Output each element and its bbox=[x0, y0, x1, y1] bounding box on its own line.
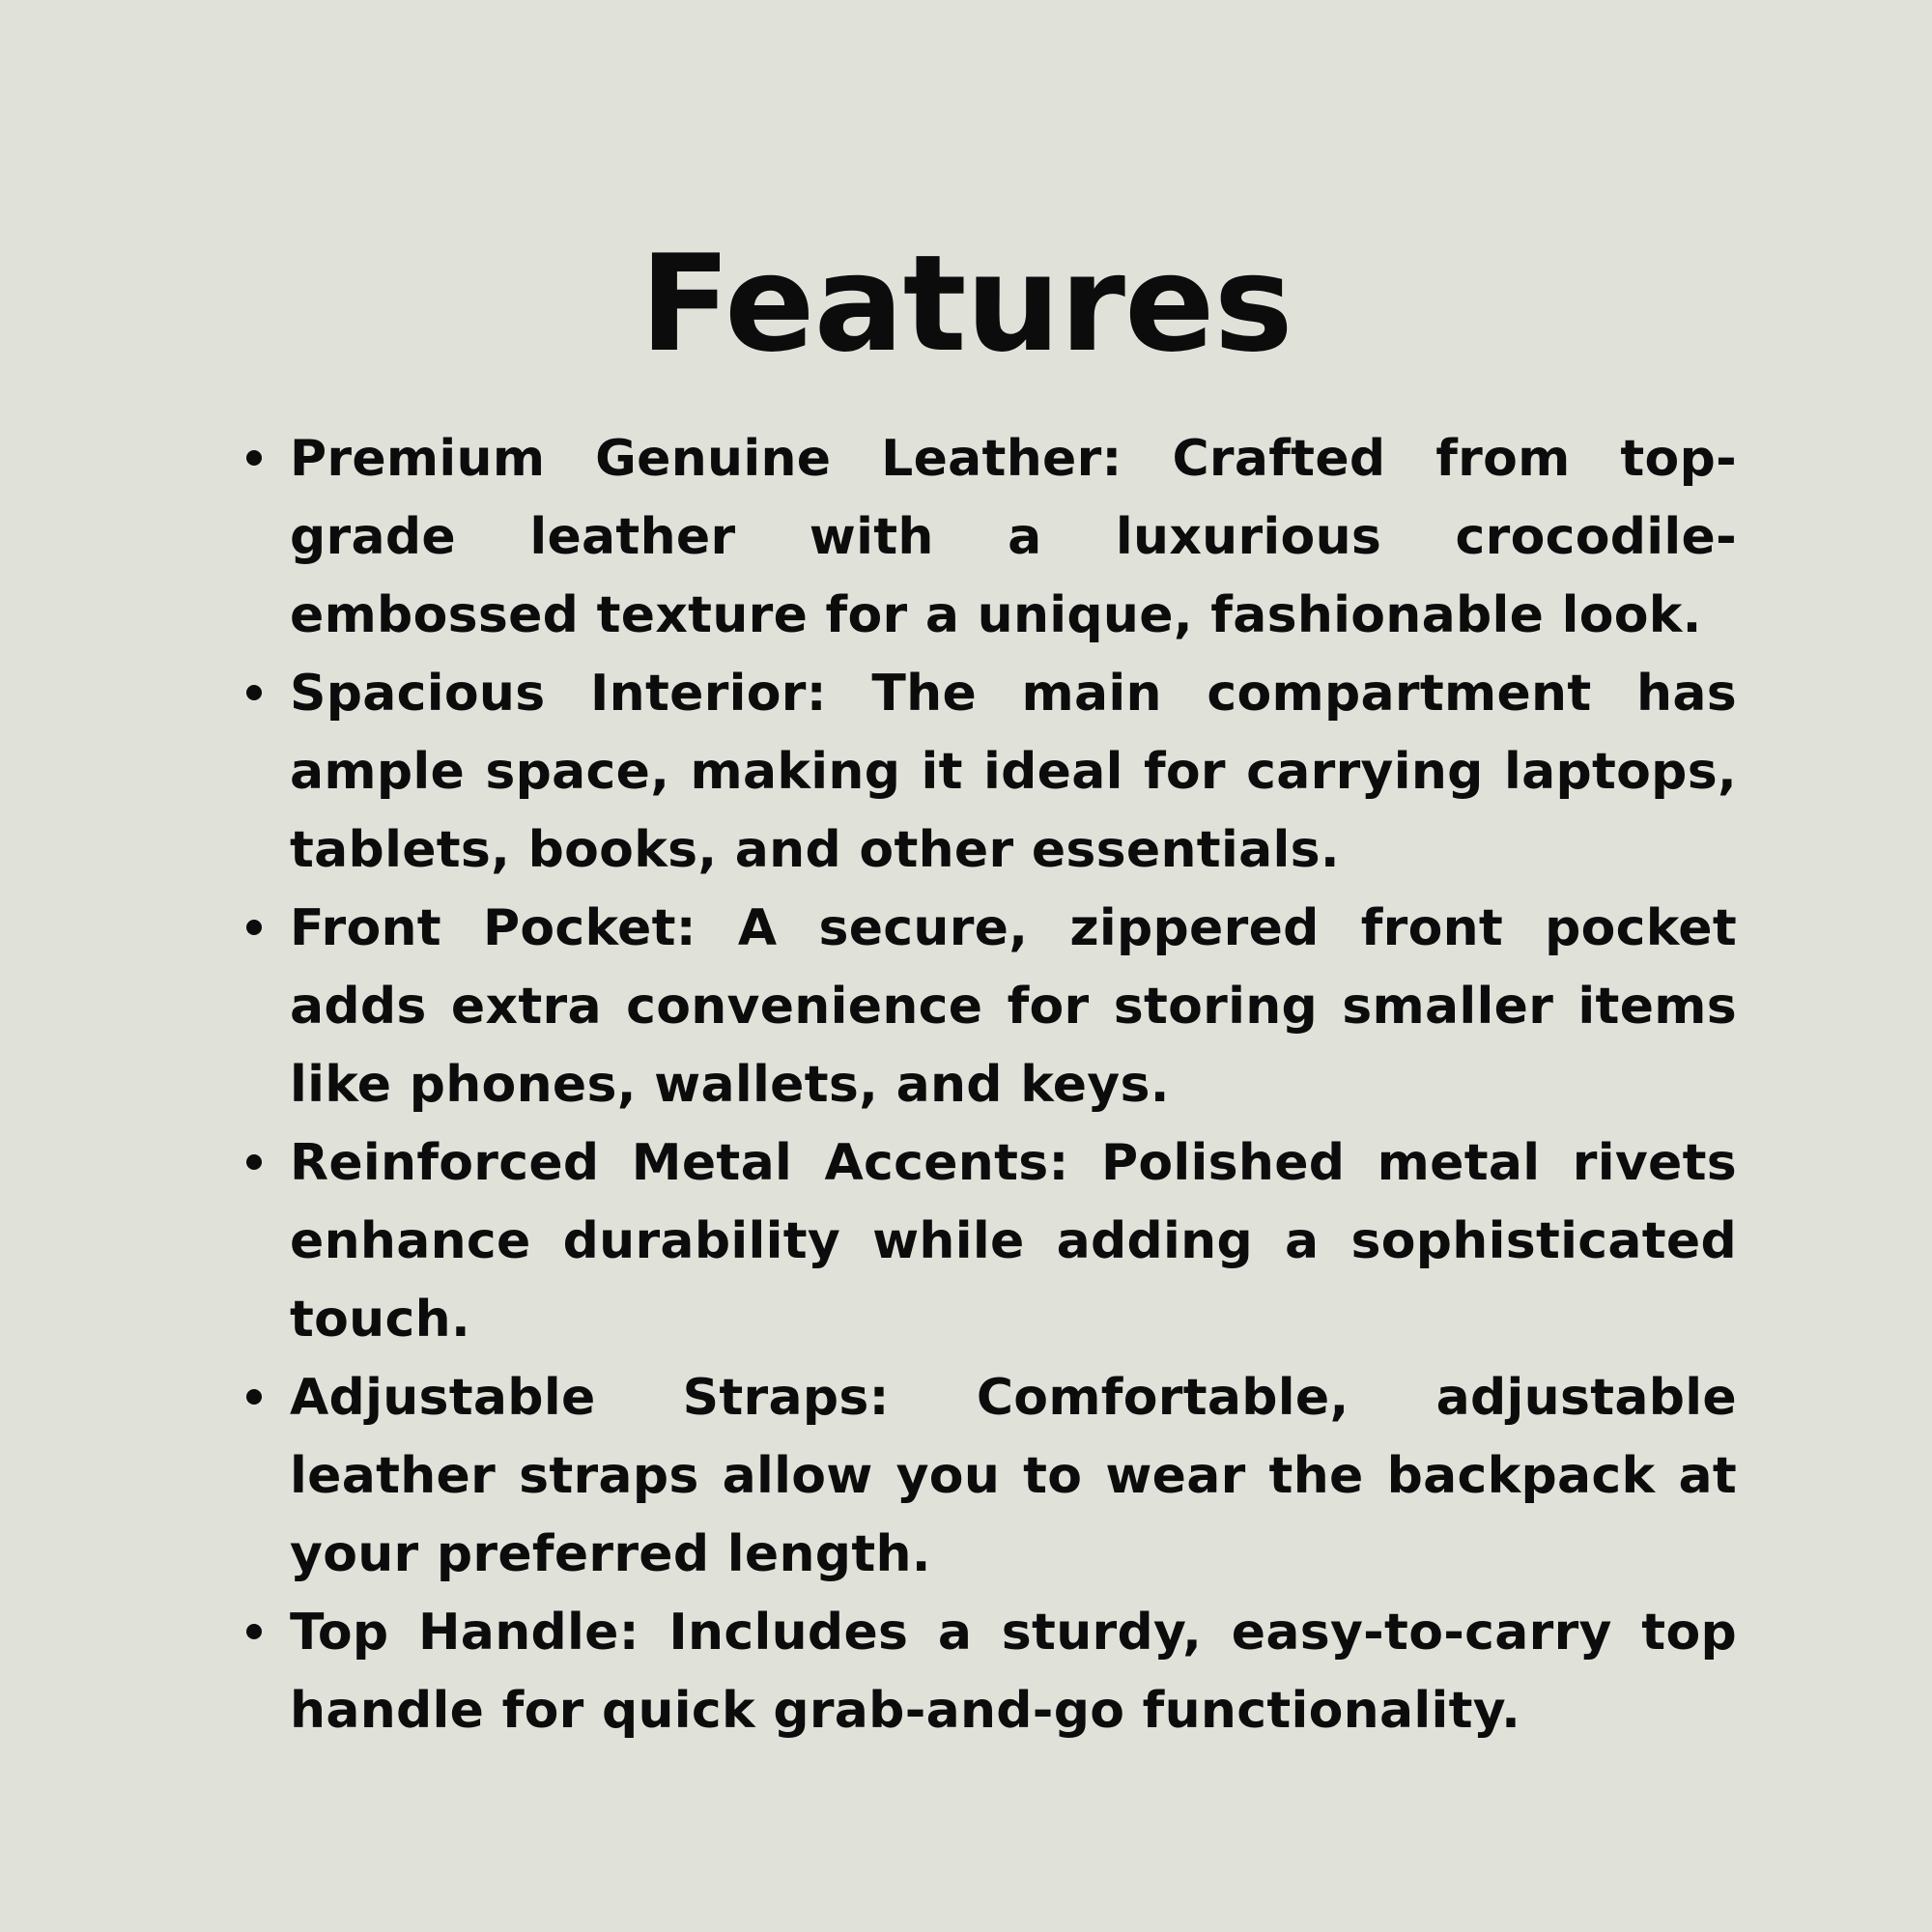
feature-text: Premium Genuine Leather: Crafted from top-grade leather with a luxurious crocodile-embossed texture for a unique, fashionable look. bbox=[290, 430, 1737, 644]
bullet-icon bbox=[246, 1624, 262, 1639]
feature-item-adjustable-straps bbox=[290, 1359, 1737, 1594]
feature-text: Spacious Interior: The main compartment has ample space, making it ideal for carrying laptops, tablets, books, and other essentials. bbox=[290, 665, 1737, 879]
bullet-icon bbox=[246, 1154, 262, 1170]
feature-item-front-pocket bbox=[290, 890, 1737, 1124]
feature-text: Reinforced Metal Accents: Polished metal rivets enhance durability while adding a sophisticated touch. bbox=[290, 1134, 1737, 1349]
feature-item-top-handle bbox=[290, 1594, 1737, 1750]
bullet-icon bbox=[246, 920, 262, 935]
page-title: Features bbox=[639, 226, 1293, 382]
feature-text: Top Handle: Includes a sturdy, easy-to-carry top handle for quick grab-and-go functionality. bbox=[290, 1604, 1737, 1740]
bullet-icon bbox=[246, 685, 262, 700]
feature-text: Front Pocket: A secure, zippered front pocket adds extra convenience for storing smaller items like phones, wallets, and keys. bbox=[290, 899, 1737, 1114]
bullet-icon bbox=[246, 1389, 262, 1405]
feature-item-spacious-interior bbox=[290, 655, 1737, 890]
features-list bbox=[290, 420, 1737, 1750]
feature-item-metal-accents bbox=[290, 1124, 1737, 1359]
feature-item-premium-leather bbox=[290, 420, 1737, 655]
feature-text: Adjustable Straps: Comfortable, adjustable leather straps allow you to wear the backpack at your preferred length. bbox=[290, 1369, 1737, 1583]
bullet-icon bbox=[246, 450, 262, 466]
